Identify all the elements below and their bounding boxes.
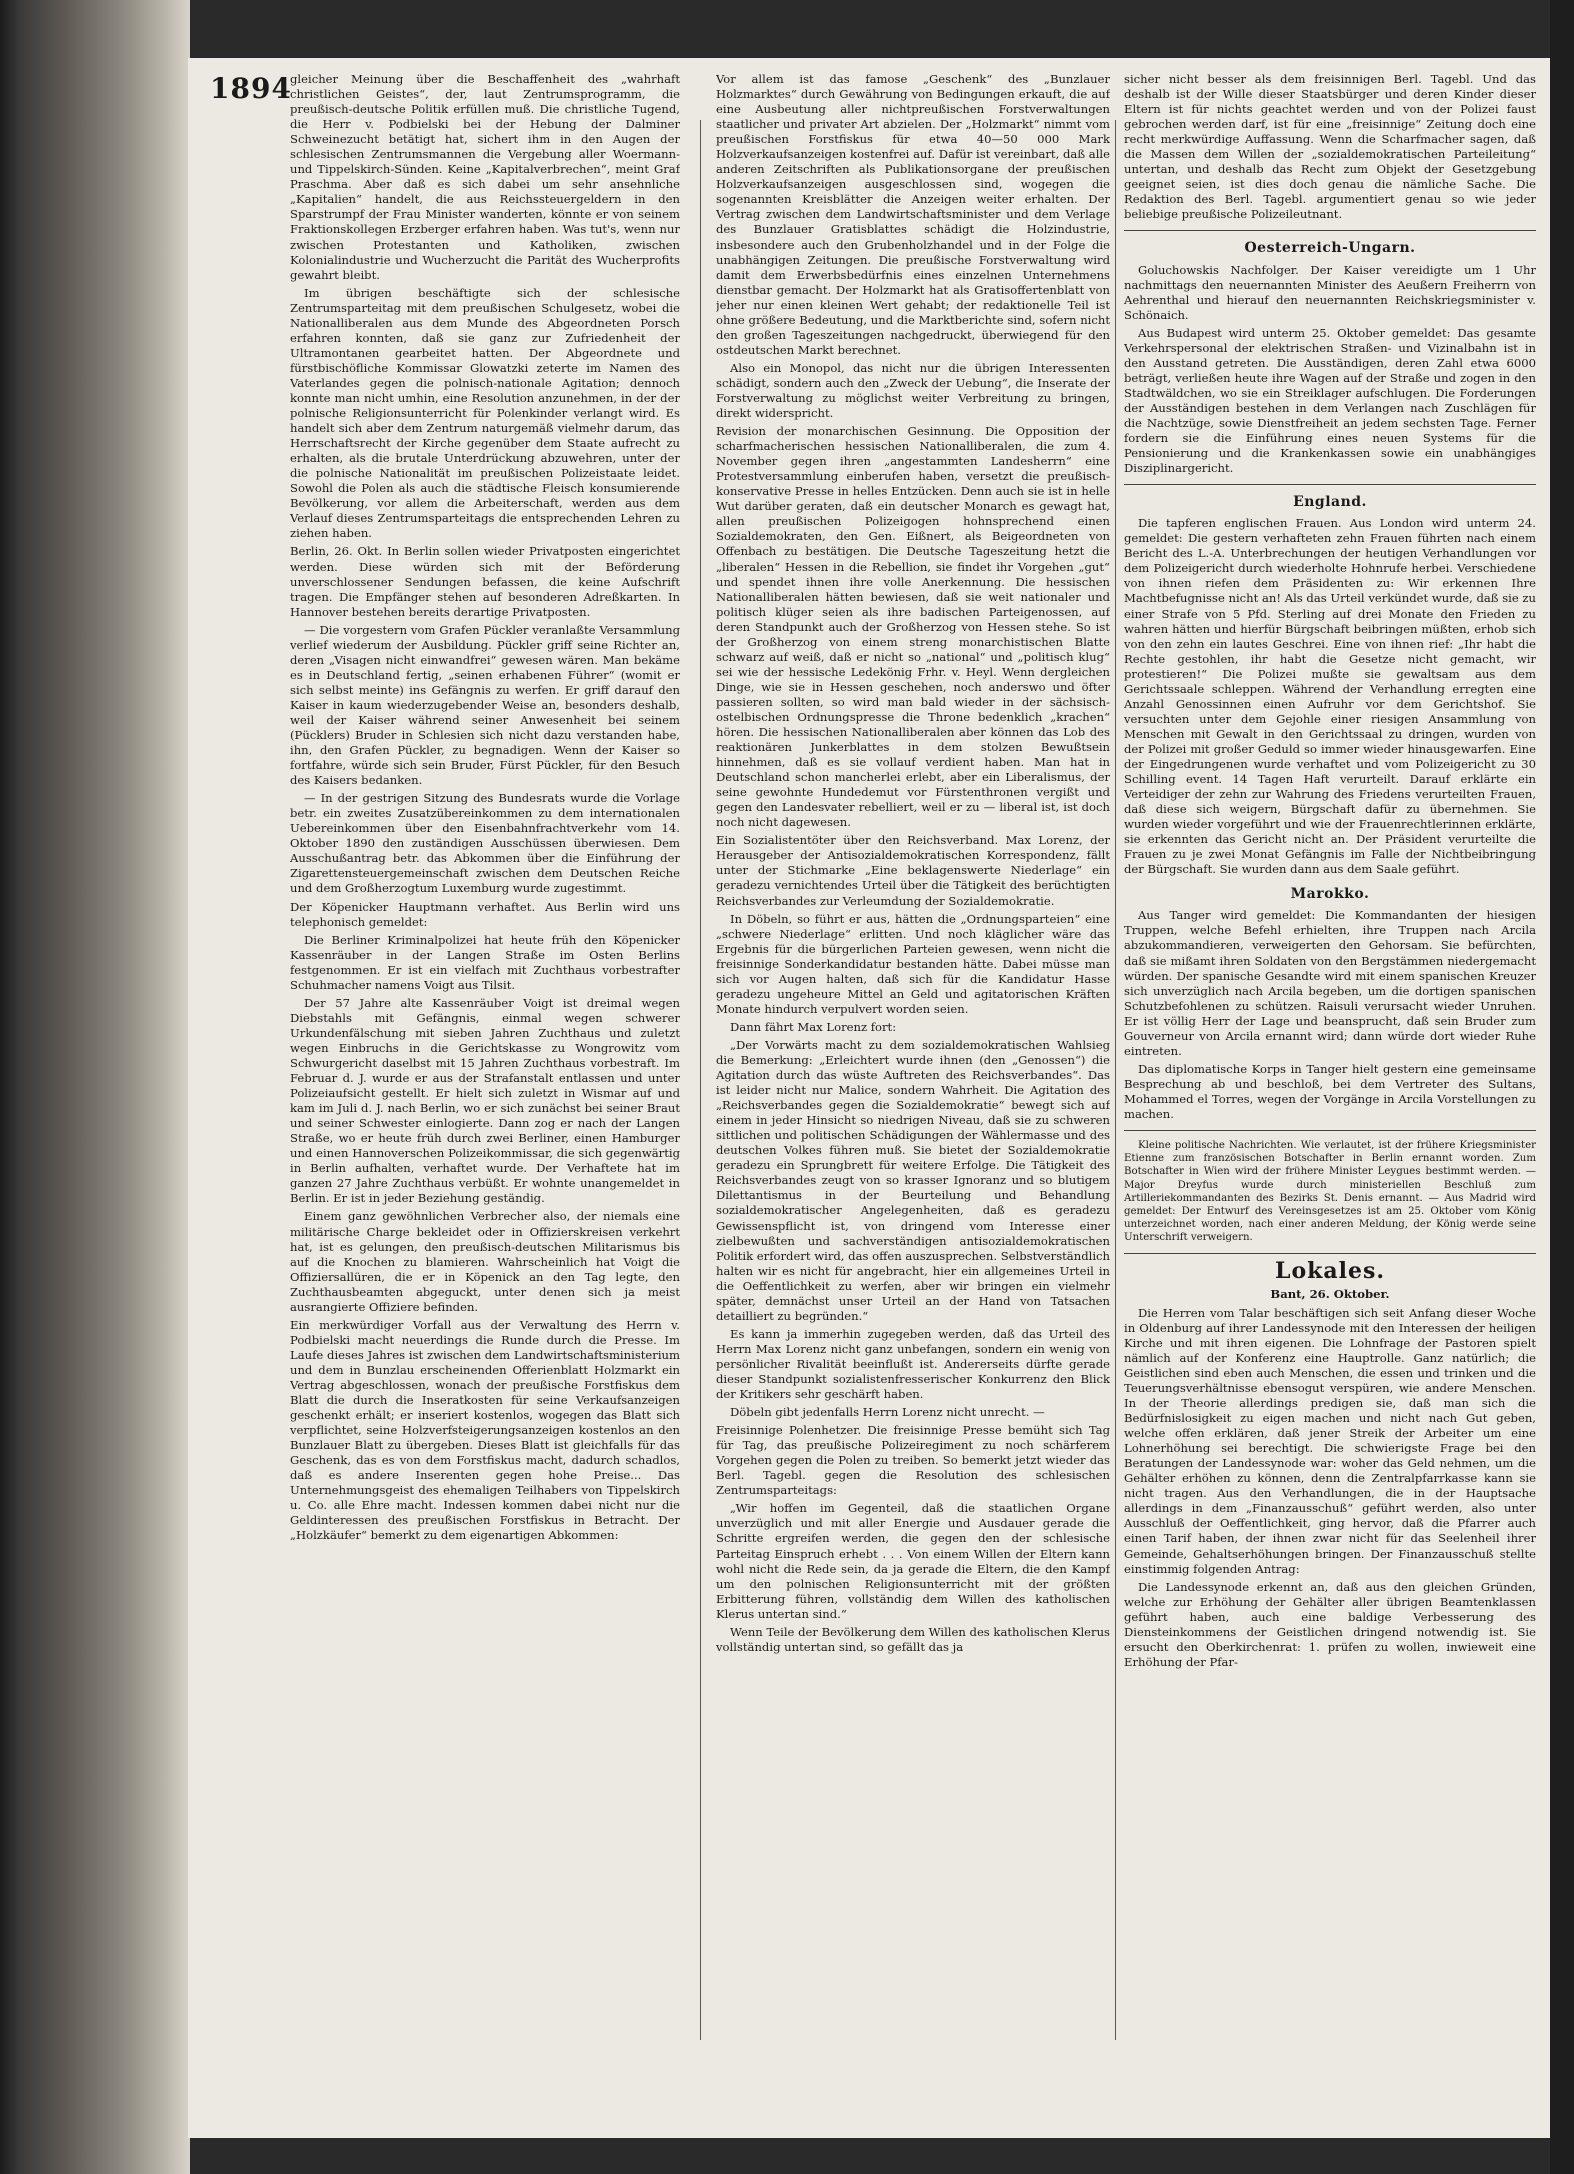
book-binding-edge [0, 0, 190, 2174]
article-paragraph: Einem ganz gewöhnlichen Verbrecher also, der niemals eine militärische Charge bekleidet oder in Offizierskreisen verkehrt hat, ist es gelungen, den preußisch-deutschen Militarismus bis auf die Knochen zu blamieren. Wahrscheinlich hat Voigt die Offiziersallüren, die er in Köpenick an den Tag legte, den Zuchthausbeamten abgeguckt, unter denen sich ja meist ausrangierte Offiziere befinden. [290, 1209, 680, 1314]
section-heading-austria: Oesterreich-Ungarn. [1244, 240, 1416, 257]
article-paragraph: Also ein Monopol, das nicht nur die übrigen Interessenten schädigt, sondern auch den „Zweck der Uebung“, die Inserate der Forstverwaltung zu möglichst weiter Verbreitung zu bringen, direkt widerspricht. [716, 360, 1110, 421]
article-paragraph: Döbeln gibt jedenfalls Herrn Lorenz nicht unrecht. — [730, 1405, 1045, 1420]
lokales-body [1124, 1306, 1536, 1670]
article-paragraph: Aus Tanger wird gemeldet: Die Kommandanten der hiesigen Truppen, welche Befehl erhielten, ihre Truppen nach Arcila abzukommandieren, verweigerten den Gehorsam. Sie befürchten, daß sie mißamt ihren Soldaten von den Bergstämmen niedergemacht würden. Der spanische Gesandte wird mit einem spanischen Kreuzer sich unverzüglich nach Arcila begeben, um die dortigen spanischen Schutzbefohlenen zu schützen. Raisuli verursacht wieder Unruhen. Er ist völlig Herr der Lage und beansprucht, daß sein Bruder zum Gouverneur von Arcila ernannt wird; dann würde dort wieder Ruhe eintreten. [1124, 908, 1536, 1058]
article-paragraph: Die tapferen englischen Frauen. Aus London wird unterm 24. gemeldet: Die gestern verhafteten zehn Frauen führten nach einem Bericht des L.-A. Unterbrechungen der heutigen Verhandlungen vor dem Polizeigericht durch wiederholte Hohnrufe herbei. Verschiedene von ihnen riefen dem Präsidenten zu: Wir erkennen Ihre Machtbefugnisse nicht an! Als das Urteil verkündet wurde, daß sie zu einer Strafe von 5 Pfd. Sterling auf drei Monate den Frieden zu wahren hätten und hierfür Bürgschaft beibringen müßten, erhob sich von den zehn ein lautes Geschrei. Eine von ihnen rief: „Ihr habt die Rechte gestohlen, ihr habt die Gesetze nicht gemacht, wir protestieren!“ Die Polizei mußte sie gewaltsam aus dem Gerichtssaale schleppen. Während der Verhandlung erregten eine Anzahl Genossinnen einen Aufruhr vor dem Gerichtshof. Sie versuchten unter dem Gejohle einer riesigen Ansammlung von Menschen mit Gewalt in den Gerichtssaal zu dringen, wurden von der Polizei mit großer Geduld so immer wieder hinausgewarfen. Eine der Eingedrungenen wurde verhaftet und vom Polizeigericht zu 30 Schilling event. 14 Tagen Haft verurteilt. Darauf erklärte ein Verteidiger der zehn zur Wahrung des Friedens verurteilten Frauen, daß diese sich weigern, Bürgschaft dafür zu übernehmen. Sie wurden wieder vorgeführt und wie der Frauenrechtlerinnen erklärte, sie erkennten das Gericht nicht an. Der Präsident verurteilte die Frauen zu je zwei Monat Gefängnis im Falle der Nichtbeibringung der Bürgschaft. Sie wurden dann aus dem Saale geführt. [1124, 516, 1536, 877]
section-morocco [1124, 908, 1536, 1122]
article-paragraph: Ein Sozialistentöter über den Reichsverband. Max Lorenz, der Herausgeber der Antisozialdemokratischen Korrespondenz, fällt unter der Stichmarke „Eine beklagenswerte Niederlage“ ein geradezu vernichtendes Urteil über die Tätigkeit des berüchtigten Reichsverbandes zur Verleumdung der Sozialdemokratie. [716, 833, 1110, 908]
article-paragraph: sicher nicht besser als dem freisinnigen Berl. Tagebl. Und das deshalb ist der Wille dieser Staatsbürger und deren Kinder dieser Eltern ist für nichts geachtet werden und von der Polizei faust gebrochen werden darf, ist für eine „freisinnige“ Zeitung doch eine recht merkwürdige Auffassung. Wenn die Scharfmacher sagen, daß die Massen dem Willen der „sozialdemokratischen Parteileitung“ untertan, und deshalb das Recht zum Objekt der Gesetzgebung geeignet seien, ist dies doch genau die nämliche Sache. Die Redaktion des Berl. Tagebl. argumentiert genau so wie jeder beliebige preußische Polizeileutnant. [1124, 72, 1536, 222]
article-paragraph: Ein merkwürdiger Vorfall aus der Verwaltung des Herrn v. Podbielski macht neuerdings die Runde durch die Presse. Im Laufe dieses Jahres ist zwischen dem Landwirtschaftsministerium und dem in Bunzlau erscheinenden Offerienblatt Holzmarkt ein Vertrag abgeschlossen, wonach der preußische Forstfiskus dem Blatt die durch die Inseratkosten für seine Verkaufsanzeigen geschenkt erhält; er inseriert kostenlos, wogegen das Blatt sich verpflichtet, seine Holzverfsteigerungsanzeigen kostenlos an den Bunzlauer Blatt zu übergeben. Dieses Blatt ist gleichfalls für das Geschenk, das es von dem Forstfiskus macht, dadurch schadlos, daß es andere Inserenten gegen hohe Preise... Das Unternehmungsgeist des ehemaligen Teilhabers von Tippelskirch u. Co. alle Ehre macht. Indessen kommen dabei nicht nur die Geldinteressen des preußischen Forstfiskus in Betracht. Der „Holzkäufer“ bemerkt zu dem eigenartigen Abkommen: [290, 1317, 680, 1543]
article-paragraph: Aus Budapest wird unterm 25. Oktober gemeldet: Das gesamte Verkehrspersonal der elektrischen Straßen- und Vizinalbahn ist in den Ausstand getreten. Die Ausständigen, deren Zahl etwa 6000 beträgt, verließen heute ihre Wagen auf der Straße und zogen in den Stadtwäldchen, wo sie ein Streiklager aufschlugen. Die Forderungen der Ausständigen bestehen in dem Verlangen nach Zuschlägen für die Nachtzüge, sowie Dienstfreiheit an jedem sechsten Tage. Ferner fordern sie die Einführung eines neuen Systems für die Pensionierung und die Krankenkassen sowie ein unabhängiges Disziplinargericht. [1124, 325, 1536, 476]
article-paragraph: „Wir hoffen im Gegenteil, daß die staatlichen Organe unverzüglich und mit aller Energie und Ausdauer gerade die Schritte ergreifen werden, die gegen den der schlesische Parteitag Einspruch erhebt . . . Von einem Willen der Eltern kann wohl nicht die Rede sein, da ja gerade die Eltern, die den Kampf um den polnischen Religionsunterricht mit der größten Erbitterung führen, vollständig dem Willen des katholischen Klerus untertan sind.“ [716, 1501, 1110, 1621]
article-paragraph: In Döbeln, so führt er aus, hätten die „Ordnungsparteien“ eine „schwere Niederlage“ erlitten. Und noch kläglicher wäre das Ergebnis für die bürgerlichen Parteien gewesen, wenn nicht die freisinnige Sonderkandidatur bestanden hätte. Dabei müsse man sich vor Augen halten, daß sich für die Kandidatur Hasse geradezu ungeheure Mittel an Geld und agitatorischen Kräften Monate hindurch verpulvert worden seien. [716, 911, 1110, 1016]
column-rule [1115, 120, 1116, 2040]
column-3-lead [1124, 72, 1536, 222]
section-divider [1124, 1253, 1536, 1254]
article-paragraph: Der Köpenicker Hauptmann verhaftet. Aus Berlin wird uns telephonisch gemeldet: [290, 899, 680, 929]
section-england [1124, 516, 1536, 877]
article-paragraph: Die Landessynode erkennt an, daß aus den gleichen Gründen, welche zur Erhöhung der Gehälter aller übrigen Beamtenklassen geführt haben, auch eine baldige Verbesserung des Diensteinkommens der Geistlichen dringend notwendig ist. Sie ersucht den Oberkirchenrat: 1. prüfen zu wollen, inwieweit eine Erhöhung der Pfar- [1124, 1579, 1536, 1669]
column-2-body [716, 72, 1110, 1655]
column-1-body [290, 72, 680, 1544]
section-divider [1124, 484, 1536, 485]
page-number: 1894 [210, 72, 292, 105]
article-paragraph: „Der Vorwärts macht zu dem sozialdemokratischen Wahlsieg die Bemerkung: „Erleichtert wurde ihnen (den „Genossen“) die Agitation durch das wüste Auftreten des Reichsverbandes“. Das ist leider nicht nur Malice, sondern Wahrheit. Die Agitation des „Reichsverbandes gegen die Sozialdemokratie“ bewegt sich auf einem in jeder Hinsicht so niedrigen Niveau, daß sie zu schweren sittlichen und politischen Schädigungen der Wählermasse und des deutschen Volkes führen muß. Sie bietet der Sozialdemokratie geradezu ein Sprungbrett für weitere Erfolge. Die Tätigkeit des Reichsverbandes zeugt von so krasser Ignoranz und so blutigem Dilettantismus in der Beurteilung und Behandlung sozialdemokratischer Angelegenheiten, daß es geradezu Gewissenspflicht ist, von dringend vom Interesse einer zielbewußten und sachverständigen antisozialdemokratischen Politik erfordert wird, das offen auszusprechen. Selbstverständlich halten wir es nicht für angebracht, hier ein allgemeines Urteil in die Oeffentlichkeit zu werfen, aber wir bringen ein vielmehr später, demnächst unser Urteil an der Hand von Tatsachen detailliert zu begründen.“ [716, 1037, 1110, 1323]
column-1 [290, 72, 680, 2062]
article-paragraph: Im übrigen beschäftigte sich der schlesische Zentrumsparteitag mit dem preußischen Schulgesetz, wobei die Nationalliberalen aus dem Munde des Abgeordneten Porsch erfahren konnten, daß sie ganz zur Zufriedenheit der Ultramontanen gearbeitet hatten. Der Abgeordnete und fürstbischöfliche Kommissar Glowatzki zeterte im Namen des Vaterlandes gegen die polnisch-nationale Agitation; dennoch konnte man nicht umhin, eine Resolution anzunehmen, in der der polnische Religionsunterricht für Polenkinder verlangt wird. Es handelt sich aber dem Zentrum naturgemäß vielmehr darum, das Herrschaftsrecht der Kirche gegenüber dem Staate aufrecht zu erhalten, als die brutale Unterdrückung abzuwehren, unter der die polnische Nationalität im preußischen Polizeistaate leidet. Sowohl die Polen als auch die städtische Fleisch konsumierende Bevölkerung, vor allem die Arbeiterschaft, werden aus dem Verlauf dieses Zentrumsparteitags die entsprechenden Lehren zu ziehen haben. [290, 285, 680, 541]
article-paragraph: Freisinnige Polenhetzer. Die freisinnige Presse bemüht sich Tag für Tag, das preußische Polizeiregiment zu noch schärferem Vorgehen gegen die Polen zu treiben. So bemerkt jetzt wieder das Berl. Tagebl. gegen die Resolution des schlesischen Zentrumsparteitags: [716, 1423, 1110, 1498]
section-austria [1124, 263, 1536, 477]
article-paragraph: Es kann ja immerhin zugegeben werden, daß das Urteil des Herrn Max Lorenz nicht ganz unbefangen, sondern ein wenig von persönlicher Rivalität beeinflußt ist. Andererseits dürfte gerade dieser Standpunkt sozialistenfresserischer Konkurrenz den Blick der Kritikers sehr geschärft haben. [716, 1326, 1110, 1402]
article-paragraph: Der 57 Jahre alte Kassenräuber Voigt ist dreimal wegen Diebstahls mit Gefängnis, einmal wegen schwerer Urkundenfälschung mit sieben Jahren Zuchthaus und zuletzt wegen Einbruchs in die Gerichtskasse zu Wongrowitz vom Schwurgericht daselbst mit 15 Jahren Zuchthaus vorbestraft. Im Februar d. J. wurde er aus der Strafanstalt entlassen und unter Polizeiaufsicht gestellt. Er hielt sich zuletzt in Wismar auf und kam im Juli d. J. nach Berlin, wo er sich zunächst bei seiner Braut und seiner Schwester einlogierte. Dann zog er nach der Langen Straße, wo er heute früh durch zwei Berliner, einen Hamburger und einen Hannoverschen Polizeikommissar, die sich gegenwärtig in Berlin aufhalten, verhaftet wurde. Der Verhaftete hat im ganzen 27 Jahre Zuchthaus verbüßt. Er wohnte unangemeldet in Berlin. Er ist in jeder Beziehung geständig. [290, 995, 680, 1206]
article-paragraph: Goluchowskis Nachfolger. Der Kaiser vereidigte um 1 Uhr nachmittags den neuernannten Minister des Aeußern Freiherrn von Aehrenthal und hierauf den neuernannten Reichskriegsminister v. Schönaich. [1124, 262, 1536, 322]
column-2 [716, 72, 1110, 2062]
article-paragraph: Dann fährt Max Lorenz fort: [730, 1019, 897, 1034]
article-paragraph: Das diplomatische Korps in Tanger hielt gestern eine gemeinsame Besprechung ab und beschloß, bei dem Vertreter des Sultans, Mohammed el Torres, wegen der Vorgänge in Arcila Vorstellungen zu machen. [1124, 1061, 1536, 1121]
article-paragraph: Berlin, 26. Okt. In Berlin sollen wieder Privatposten eingerichtet werden. Diese würden sich mit der Beförderung unverschlossener Sendungen befassen, die keine Aufschrift tragen. Die Empfänger stehen auf besonderen Adreßkarten. In Hannover bestehen bereits derartige Privatposten. [290, 544, 680, 619]
column-rule [700, 120, 701, 2040]
article-paragraph: — Die vorgestern vom Grafen Pückler veranlaßte Versammlung verlief wiederum der Ausbildung. Pückler griff seine Richter an, deren „Visagen nicht einwandfrei“ gewesen wären. Man bekäme es in Deutschland fertig, „seinen erhabenen Führer“ (womit er sich selbst meinte) ins Gefängnis zu werfen. Er griff darauf den Kaiser in kaum wiederzugebender Weise an, besonders deshalb, weil der Kaiser während seiner Anwesenheit bei seinem (Pücklers) Bruder in Schlesien sich nicht dazu verstanden habe, ihn, den Grafen Pückler, zu begnadigen. Wenn der Kaiser so fortfahre, würde sich sein Bruder, Fürst Pückler, für den Besuch des Kaisers bedanken. [290, 622, 680, 788]
article-paragraph: Die Berliner Kriminalpolizei hat heute früh den Köpenicker Kassenräuber in der Langen Straße im Osten Berlins festgenommen. Er ist ein vielfach mit Zuchthaus vorbestrafter Schuhmacher namens Voigt aus Tilsit. [290, 932, 680, 992]
article-paragraph: gleicher Meinung über die Beschaffenheit des „wahrhaft christlichen Geistes“, der, laut Zentrumsprogramm, die preußisch-deutsche Politik erfüllen muß. Die christliche Tugend, die Herr v. Podbielski bei der Hebung der Dalminer Schweinezucht betätigt hat, sichert ihm in den Augen der schlesischen Zentrumsmannen die Vergebung aller Woermann- und Tippelskirch-Sünden. Keine „Kapitalverbrechen“, meint Graf Praschma. Aber daß es sich dabei um sehr ansehnliche „Kapitalien“ handelt, die aus Reichssteuergeldern in den Sparstrumpf der Frau Minister wanderten, könnte er von seinem Fraktionskollegen Erzberger erfahren haben. Was tut's, wenn nur zwischen Protestanten und Katholiken, zwischen Kolonialindustrie und Wucherzucht die Parität des Wucherprofits gewahrt bleibt. [290, 72, 680, 282]
article-paragraph: Revision der monarchischen Gesinnung. Die Opposition der scharfmacherischen hessischen Nationalliberalen, die zum 4. November gegen ihren „angestammten Landesherrn“ eine Protestversammlung einberufen haben, versetzt die preußisch-konservative Presse in helles Entzücken. Denn auch sie ist in helle Wut darüber geraten, daß ein deutscher Monarch es gewagt hat, allen preußischen Polizeigogen hohnsprechend einen Sozialdemokraten, den Gen. Eißnert, als Beigeordneten von Offenbach zu bestätigen. Die Deutsche Tageszeitung hetzt die „liberalen“ Hessen in die Rebellion, sie findet ihr Vorgehen „gut“ und spendet ihnen ihre volle Anerkennung. Die hessischen Nationalliberalen hätten bewiesen, daß sie weit nationaler und politisch klüger seien als ihre badischen Parteigenossen, auf deren Standpunkt auch der Großherzog von Hessen stehe. So ist der Großherzog von einem streng monarchistischen Blatte schwarz auf weiß, daß er nicht so „national“ und „politisch klug“ sei wie der hessische Ledekönig Frhr. v. Heyl. Wenn dergleichen Dinge, wie sie in Hessen geschehen, noch anderswo und öfter passieren sollten, so wird man bald wieder in der sächsisch-ostelbischen Ordnungspresse die Throne bedenklich „krachen“ hören. Die hessischen Nationalliberalen aber können das Lob des reaktionären Junkerblattes in dem stolzen Bewußtsein hinnehmen, daß es sie vollauf verdient haben. Man hat in Deutschland schon mancherlei erlebt, aber ein Liberalismus, der seine gewohnte Hundedemut vor Fürstenthronen vergißt und gegen den Landesvater rebelliert, weil er zu — liberal ist, ist doch noch nicht dagewesen. [716, 424, 1110, 830]
lokales-heading: Lokales. [1274, 1257, 1386, 1284]
article-paragraph: Die Herren vom Talar beschäftigen sich seit Anfang dieser Woche in Oldenburg auf ihrer Landessynode mit den Interessen der heiligen Kirche und mit ihren eigenen. Die Lohnfrage der Pastoren spielt nämlich auf der Konferenz eine Hauptrolle. Ganz natürlich; die Geistlichen sind eben auch Menschen, die essen und trinken und die Teuerungsverhältnisse ebensogut verspüren, wie andere Menschen. In der Theorie allerdings predigen sie, daß man sich die Bedürfnislosigkeit zu eigen machen und nicht nach Gut geben, welche offen erklären, daß jener Streik der Arbeiter um eine Lohnerhöhung sei berechtigt. Die schwierigste Frage bei den Beratungen der Landessynode war: woher das Geld nehmen, um die Gehälter erhöhen zu können, denn die Zentralpfarrkasse kann sie nicht tragen. Aus den Verhandlungen, die in der Hauptsache allerdings in dem „Finanzausschuß“ geführt werden, also unter Ausschluß der Oeffentlichkeit, ging hervor, daß die Pfarrer auch einen Tarif haben, der ihnen zwar nicht für das Seelenheil ihrer Gemeinde, Gehaltserhöhungen bringen. Der Finanzausschuß stellte einstimmig folgenden Antrag: [1124, 1305, 1536, 1576]
section-heading-england: England. [1293, 494, 1367, 511]
article-paragraph: Wenn Teile der Bevölkerung dem Willen des katholischen Klerus vollständig untertan sind, so gefällt das ja [716, 1624, 1110, 1654]
lokales-dateline: Bant, 26. Oktober. [1270, 1286, 1390, 1301]
section-divider [1124, 230, 1536, 231]
column-3 [1124, 72, 1536, 2062]
section-heading-morocco: Marokko. [1290, 886, 1370, 903]
article-paragraph: — In der gestrigen Sitzung des Bundesrats wurde die Vorlage betr. ein zweites Zusatzübereinkommen zu dem internationalen Uebereinkommen über den Eisenbahnfrachtverkehr vom 14. Oktober 1890 den zuständigen Ausschüssen überwiesen. Dem Ausschußantrag betr. das Abkommen über die Einführung der Zigarettensteuergemeinschaft zwischen dem Deutschen Reiche und dem Großherzogtum Luxemburg wurde zugestimmt. [290, 791, 680, 896]
article-paragraph: Vor allem ist das famose „Geschenk“ des „Bunzlauer Holzmarktes“ durch Gewährung von Bedingungen erkauft, die auf eine Ausbeutung aller nichtpreußischen Forstverwaltungen staatlicher und privater Art abzielen. Der „Holzmarkt“ nimmt vom preußischen Forstfiskus für etwa 40—50 000 Mark Holzverkaufsanzeigen kostenfrei auf. Dafür ist vereinbart, daß alle anderen Zeitschriften als Publikationsorgane der preußischen Holzverkaufsanzeigen ausgeschlossen sind, wogegen die sogenannten Kreisblätter die Anzeigen weiter erhalten. Der Vertrag zwischen dem Landwirtschaftsminister und dem Verlage des Bunzlauer Gratisblattes schädigt die Holzindustrie, insbesondere auch den Grubenholzhandel und in der Folge die unabhängigen Zeitungen. Die preußische Forstverwaltung wird damit dem Erwerbsbedürfnis eines einzelnen Unternehmens dienstbar gemacht. Der Holzmarkt hat als Gratisoffertenblatt von jeher nur einen kleinen Wert gehabt; der redaktionelle Teil ist ohne größere Bedeutung, und die Marktberichte sind, sofern nicht den großen Tageszeitungen nachgedruckt, überwiegend für den ostdeutschen Markt berechnet. [716, 72, 1110, 357]
section-divider [1124, 1130, 1536, 1131]
scanner-border [1550, 0, 1574, 2174]
small-political-news: Kleine politische Nachrichten. Wie verlautet, ist der frühere Kriegsminister Etienne zum französischen Botschafter in Berlin ernannt worden. Zum Botschafter in Wien wird der frühere Minister Leygues bestimmt werden. — Major Dreyfus wurde durch ministeriellen Beschluß zum Artilleriekommandanten des Bezirks St. Denis ernannt. — Aus Madrid wird gemeldet: Der Entwurf des Vereinsgesetzes ist am 25. Oktober vom König unterzeichnet worden, nach einer anderen Meldung, der König werde seine Unterschrift verweigern. [1124, 1140, 1536, 1244]
